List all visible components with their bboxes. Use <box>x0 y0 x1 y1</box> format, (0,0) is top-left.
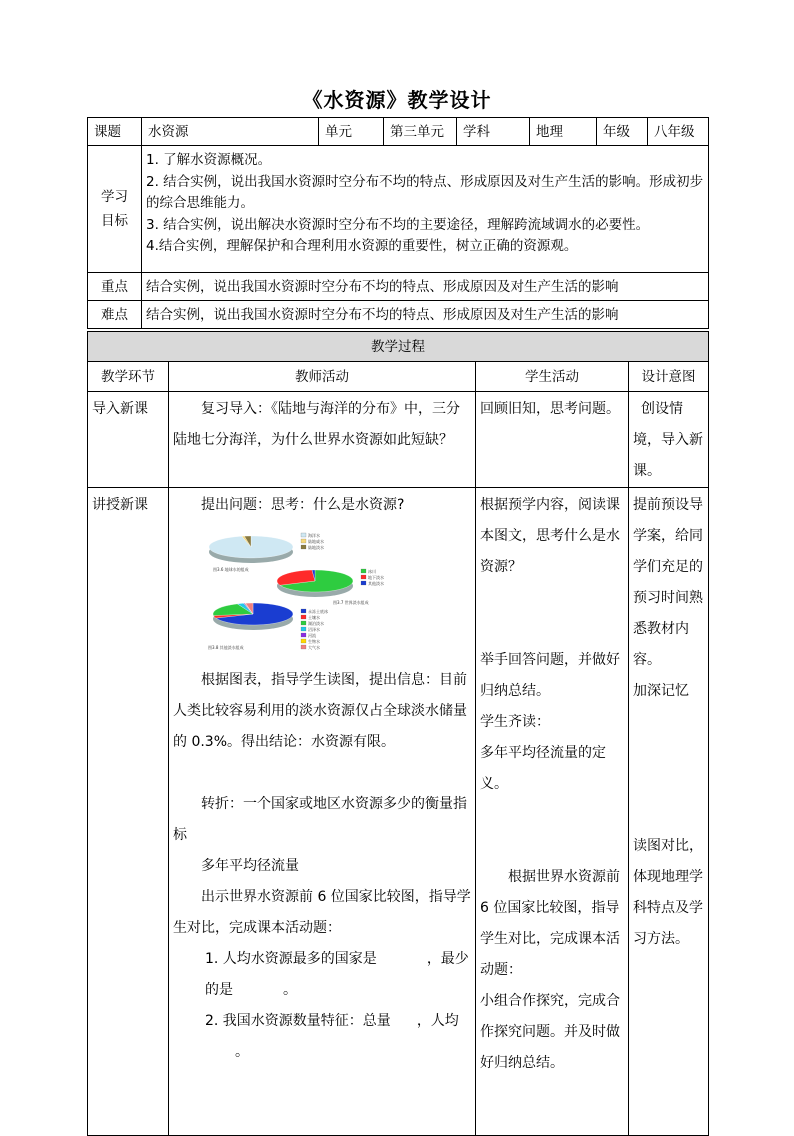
process-band: 教学过程 <box>88 332 709 362</box>
stage-teach: 讲授新课 <box>88 488 169 1136</box>
legend-swatch <box>301 633 306 637</box>
key-content: 结合实例，说出我国水资源时空分布不均的特点、形成原因及对生产生活的影响 <box>142 273 709 301</box>
question-2: 2. 我国水资源数量特征：总量 ，人均。 <box>205 1013 459 1060</box>
legend-label: 陆地咸水 <box>308 539 324 544</box>
student-recite: 学生齐读： <box>480 714 550 730</box>
water-composition-charts <box>203 529 453 655</box>
process-table <box>87 331 709 1136</box>
difficult-content: 结合实例，说出我国水资源时空分布不均的特点、形成原因及对生产生活的影响 <box>142 301 709 329</box>
student-teach <box>476 488 629 1136</box>
legend-label: 河流 <box>308 633 316 638</box>
legend-swatch <box>361 575 366 579</box>
intent-reading: 读图对比，体现地理学科特点及学习方法。 <box>633 838 703 947</box>
student-group: 小组合作探究，完成合作探究问题。并及时做好归纳总结。 <box>480 993 620 1071</box>
pie-title: 图3.7 世界淡水组成 <box>333 600 369 605</box>
intent-teach <box>629 488 709 1136</box>
teacher-compare: 出示世界水资源前 6 位国家比较图，指导学生对比，完成课本活动题： <box>173 889 471 936</box>
page-title: 《水资源》教学设计 <box>302 88 492 112</box>
teacher-question: 提出问题：思考：什么是水资源? <box>201 497 405 513</box>
col-header-student: 学生活动 <box>476 362 629 392</box>
pie-title: 图3.8 其他淡水组成 <box>208 645 244 650</box>
legend-swatch <box>361 569 366 573</box>
legend-swatch <box>301 627 306 631</box>
legend-swatch <box>301 533 306 537</box>
legend-swatch <box>301 539 306 543</box>
goals-content <box>142 146 709 273</box>
subject-value: 地理 <box>530 118 597 146</box>
key-label: 重点 <box>88 273 142 301</box>
course-value: 水资源 <box>142 118 319 146</box>
goal-item: 1. 了解水资源概况。 <box>146 152 272 168</box>
legend-swatch <box>301 615 306 619</box>
legend-label: 永冻土底冰 <box>308 609 328 614</box>
legend-label: 海洋水 <box>308 533 320 538</box>
legend-label: 冰川 <box>368 569 376 574</box>
course-label: 课题 <box>88 118 142 146</box>
legend-label: 其他淡水 <box>368 581 384 586</box>
difficult-label: 难点 <box>88 301 142 329</box>
grade-label: 年级 <box>597 118 648 146</box>
legend-label: 陆地淡水 <box>308 545 324 550</box>
student-definition: 多年平均径流量的定义。 <box>480 745 606 792</box>
legend-swatch <box>301 545 306 549</box>
unit-label: 单元 <box>319 118 384 146</box>
teacher-teach <box>169 488 476 1136</box>
goal-item: 4.结合实例，理解保护和合理利用水资源的重要性，树立正确的资源观。 <box>146 238 578 254</box>
intent-intro: 创设情境，导入新课。 <box>629 392 709 488</box>
info-table <box>87 117 709 329</box>
legend-swatch <box>301 609 306 613</box>
unit-value: 第三单元 <box>384 118 457 146</box>
legend-swatch <box>301 621 306 625</box>
grade-value: 八年级 <box>648 118 709 146</box>
question-1: 1. 人均水资源最多的国家是 ，最少的是 。 <box>205 951 469 998</box>
legend-swatch <box>361 581 366 585</box>
student-compare: 根据世界水资源前 6 位国家比较图，指导学生对比，完成课本活动题： <box>480 869 620 978</box>
col-header-stage: 教学环节 <box>88 362 169 392</box>
teacher-term: 多年平均径流量 <box>201 858 299 874</box>
legend-label: 湖泊淡水 <box>308 621 324 626</box>
teacher-intro: 复习导入：《陆地与海洋的分布》中，三分陆地七分海洋，为什么世界水资源如此短缺？ <box>169 392 476 488</box>
legend-label: 生物水 <box>308 639 320 644</box>
stage-intro: 导入新课 <box>88 392 169 488</box>
legend-swatch <box>301 645 306 649</box>
teacher-guide: 根据图表，指导学生读图，提出信息：目前人类比较容易利用的淡水资源仅占全球淡水储量的 0.3%。得出结论：水资源有限。 <box>173 672 467 750</box>
goal-item: 2. 结合实例，说出我国水资源时空分布不均的特点、形成原因及对生产生活的影响。形成初步的综合思维能力。 <box>146 173 704 211</box>
legend-label: 地下淡水 <box>368 575 384 580</box>
goals-label: 学习目标 <box>88 146 142 273</box>
intent-memory: 加深记忆 <box>633 683 689 699</box>
col-header-intent: 设计意图 <box>629 362 709 392</box>
legend-label: 土壤水 <box>308 615 320 620</box>
student-answer: 举手回答问题，并做好归纳总结。 <box>480 652 620 699</box>
intent-preview: 提前预设导学案，给同学们充足的预习时间熟悉教材内容。 <box>633 497 703 668</box>
legend-swatch <box>301 639 306 643</box>
subject-label: 学科 <box>457 118 530 146</box>
goal-item: 3. 结合实例，说出解决水资源时空分布不均的主要途径，理解跨流域调水的必要性。 <box>146 216 650 233</box>
teacher-transition: 转折：一个国家或地区水资源多少的衡量指标 <box>173 796 467 843</box>
pie-title: 图3.6 地球水的组成 <box>213 567 249 572</box>
student-read: 根据预学内容，阅读课本图文，思考什么是水资源？ <box>480 497 620 575</box>
legend-label: 大气水 <box>308 645 320 650</box>
col-header-teacher: 教师活动 <box>169 362 476 392</box>
legend-label: 沼泽水 <box>308 627 320 632</box>
student-intro: 回顾旧知，思考问题。 <box>476 392 629 488</box>
